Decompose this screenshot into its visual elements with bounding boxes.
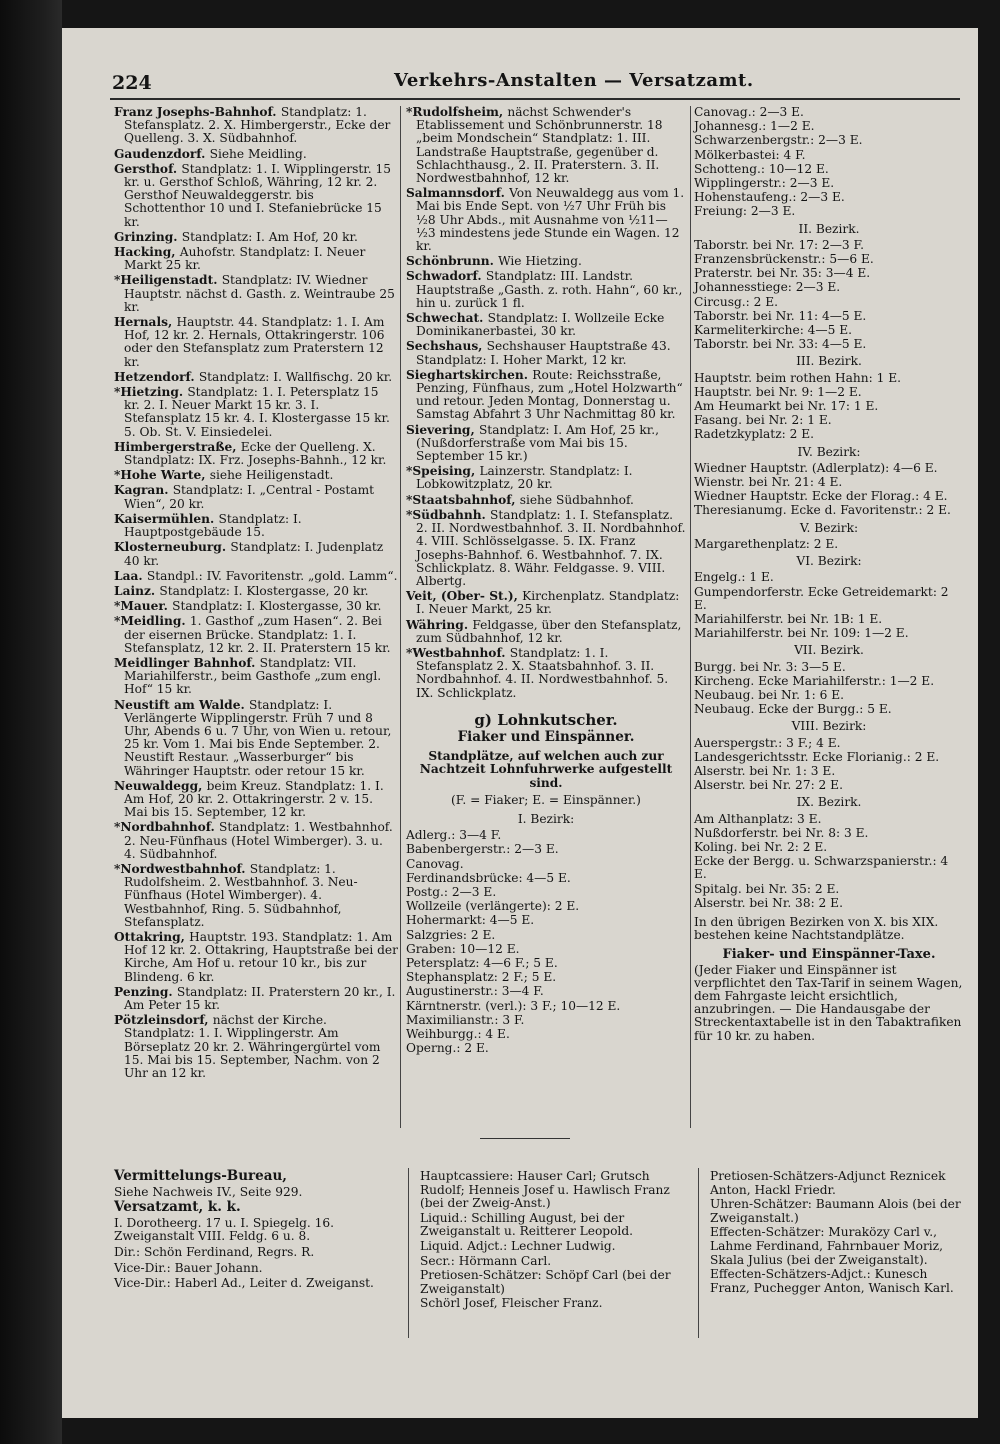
directory-entry: [114, 931, 398, 984]
district-heading: II. Bezirk.: [798, 221, 860, 236]
stand-item: Stephansplatz: 2 F.; 5 E.: [406, 970, 557, 985]
entry-text: Standplatz: I. Hauptpostgebäude 15.: [124, 511, 302, 540]
entry-keyword: Salmannsdorf.: [406, 186, 510, 201]
entry-keyword: Gersthof.: [114, 161, 182, 176]
entry-keyword: *Speising,: [406, 464, 480, 479]
directory-entry: [114, 106, 398, 146]
entry-text: Standplatz: I. „Central - Postamt Wien“, 20 kr.: [124, 483, 375, 511]
page-number: 224: [112, 72, 152, 94]
entry-keyword: Pötzleinsdorf,: [114, 1013, 213, 1028]
district-heading: IX. Bezirk.: [796, 795, 862, 810]
entry-keyword: Grinzing.: [114, 229, 182, 244]
staff-line: Secr.: Hörmann Carl.: [420, 1253, 552, 1268]
directory-entry: [114, 657, 398, 697]
entry-text: 1. Gasthof „zum Hasen“. 2. Bei der eisernen Brücke. Standplatz: 1. I. Stefansplatz, 12 kr. 2. II. Praterstern 15 kr.: [124, 614, 391, 655]
legend: (F. = Fiaker; E. = Einspänner.): [451, 792, 641, 807]
entry-text: Standplatz: VII. Mariahilferstr., beim Gasthofe „zum engl. Hof“ 15 kr.: [124, 655, 382, 697]
tariff-title: Fiaker- und Einspänner-Taxe.: [722, 947, 936, 963]
column-1: [114, 106, 398, 1082]
directory-entry: [114, 1014, 398, 1080]
entry-keyword: Schönbrunn.: [406, 254, 499, 269]
entry-keyword: Lainz.: [114, 583, 160, 598]
directory-entry: [406, 424, 686, 464]
subtitle-fiaker: Fiaker und Einspänner.: [457, 728, 635, 745]
district-heading: III. Bezirk.: [796, 354, 862, 369]
staff-line: Effecten-Schätzers-Adjct.: Kunesch Franz, Puchegger Anton, Wanisch Karl.: [710, 1267, 954, 1295]
entry-keyword: *Hietzing.: [114, 385, 188, 400]
entry-text: Standplatz: 1. Rudolfsheim. 2. Westbahnhof. 3. Neu-Fünfhaus (Hotel Wimberger). 4. Westbahnhof, Ring. 5. Südbahnhof, Stefansplatz.: [124, 861, 358, 929]
stand-item: Burgg. bei Nr. 3: 3—5 E.: [694, 659, 846, 674]
district-heading: VI. Bezirk:: [796, 554, 862, 569]
directory-entry: [406, 647, 686, 700]
entry-keyword: *Heiligenstadt.: [114, 273, 222, 288]
directory-entry: [406, 312, 686, 338]
entry-keyword: Neustift am Walde.: [114, 697, 249, 712]
entry-text: Von Neuwaldegg aus vom 1. Mai bis Ende Sept. von ½7 Uhr Früh bis ½8 Uhr Abds., mit Ausnahme von ½11—½3 mindestens jede Stunde ein Wagen. 12 kr.: [416, 186, 685, 254]
entry-keyword: *Staatsbahnhof,: [406, 492, 520, 507]
night-stands-title: Standplätze, auf welchen auch zur Nachtzeit Lohnfuhrwerke aufgestellt sind.: [419, 749, 673, 790]
stand-item: Koling. bei Nr. 2: 2 E.: [694, 839, 828, 854]
stand-item: Maximilianstr.: 3 F.: [406, 1012, 525, 1027]
stand-item: Schwarzenbergstr.: 2—3 E.: [694, 133, 863, 148]
entry-text: beim Kreuz. Standplatz: 1. I. Am Hof, 20 kr. 2. Ottakringerstr. 2 v. 15. Mai bis 15. September, 12 kr.: [124, 778, 384, 820]
staff-line: Liquid. Adjct.: Lechner Ludwig.: [420, 1238, 616, 1253]
directory-entry: [114, 780, 398, 820]
directory-entry: [114, 386, 398, 439]
entry-text: Standplatz: I. Wollzeile Ecke Dominikanerbastei, 30 kr.: [416, 311, 665, 339]
stand-item: Am Althanplatz: 3 E.: [694, 811, 822, 826]
stand-item: Kircheng. Ecke Mariahilferstr.: 1—2 E.: [694, 673, 935, 688]
entry-text: Route: Reichsstraße, Penzing, Fünfhaus, zum „Hotel Holzwarth“ und retour. Jeden Montag, Donnerstag u. Samstag Abfahrt 3 Uhr Nachmittag 80 kr.: [416, 367, 683, 422]
stand-item: Schotteng.: 10—12 E.: [694, 161, 829, 176]
entry-keyword: *Meidling.: [114, 614, 190, 629]
directory-entry: [114, 570, 398, 583]
directory-entry: [114, 821, 398, 861]
bottom-divider-2: [698, 1168, 699, 1338]
stand-item: Canovag.: 2—3 E.: [694, 105, 804, 119]
directory-entry: [114, 541, 398, 567]
section-title-lohnkutscher: g) Lohnkutscher.: [474, 710, 618, 729]
stand-item: Spitalg. bei Nr. 35: 2 E.: [694, 881, 840, 896]
entry-keyword: *Rudolfsheim,: [406, 105, 508, 119]
stand-item: Canovag.: [406, 856, 464, 871]
column-divider-1: [400, 106, 401, 1128]
staff-line: Pretiosen-Schätzers-Adjunct Reznicek Anton, Hackl Friedr.: [710, 1169, 946, 1197]
entry-text: Standplatz: I. Verlängerte Wipplingerstr. Früh 7 und 8 Uhr, Abends 6 u. 7 Uhr, von Wien u. retour, 25 kr. Vom 1. Mai bis Ende September. 2. Neustift Restaur. „Wasserburger“ bis Währinger Hauptstr. oder retour 15 kr.: [124, 697, 392, 778]
entry-keyword: Veit, (Ober- St.),: [406, 589, 523, 604]
entry-text: Standplatz: II. Praterstern 20 kr., I. Am Peter 15 kr.: [124, 984, 396, 1012]
stand-item: Circusg.: 2 E.: [694, 294, 779, 309]
entry-text: Standplatz: 1. I. Stefansplatz. 2. II. Nordwestbahnhof. 3. II. Nordbahnhof. 4. VIII. Schlösselgasse. 5. IX. Franz Josephs-Bahnhof. 6. Westbahnhof. 7. IX. Schlickplatz. 8. Währ. Feldgasse. 9. VIII. Albertg.: [416, 507, 686, 588]
tariff-text: (Jeder Fiaker und Einspänner ist verpflichtet den Tax-Tarif in seinem Wagen, dem Fahrgaste leicht ersichtlich, anzubringen. — Die Handausgabe der Streckentaxtabelle ist in den Tabaktrafiken für 10 kr. zu haben.: [694, 962, 963, 1043]
column-divider-2: [690, 106, 691, 1128]
stand-item: Johannesg.: 1—2 E.: [694, 119, 815, 134]
directory-entry: [114, 469, 398, 482]
entry-text: Standplatz: I. Am Hof, 20 kr.: [181, 229, 358, 244]
column-2: [406, 106, 686, 1056]
stand-item: Wiedner Hauptstr. (Adlerplatz): 4—6 E.: [694, 460, 938, 475]
stand-item: Engelg.: 1 E.: [694, 570, 774, 585]
district-heading: VII. Bezirk.: [794, 643, 864, 658]
entry-text: Hauptstr. 193. Standplatz: 1. Am Hof 12 kr. 2. Ottakring, Hauptstraße bei der Kirche, Am Hof u. retour 10 kr., bis zur Blindeng. 6 kr.: [124, 929, 398, 984]
entry-keyword: *Südbahnh.: [406, 507, 491, 522]
entry-keyword: *Nordbahnhof.: [114, 820, 220, 835]
stand-item: Alserstr. bei Nr. 1: 3 E.: [694, 763, 836, 778]
stand-item: Babenbergerstr.: 2—3 E.: [406, 842, 559, 857]
page-header: [62, 28, 978, 94]
entry-keyword: *Westbahnhof.: [406, 645, 510, 660]
directory-entry: [114, 600, 398, 613]
staff-line: Effecten-Schätzer: Muraközy Carl v., Lahme Ferdinand, Fahrnbauer Moriz, Skala Julius (bei der Zweiganstalt).: [710, 1225, 943, 1267]
stand-item: Taborstr. bei Nr. 17: 2—3 F.: [694, 237, 864, 252]
directory-entry: [114, 699, 398, 778]
bottom-divider-1: [408, 1168, 409, 1338]
entry-keyword: Kaisermühlen.: [114, 511, 219, 526]
district-lists: [694, 223, 964, 910]
entry-keyword: Schwadorf.: [406, 269, 486, 284]
entry-text: Standplatz: I. Judenplatz 40 kr.: [124, 540, 384, 568]
stand-item: Mariahilferstr. bei Nr. 1B: 1 E.: [694, 611, 883, 626]
directory-entry: [406, 494, 686, 507]
entry-text: Hauptstr. 44. Standplatz: 1. I. Am Hof, 12 kr. 2. Hernals, Ottakringerstr. 106 oder den Stefansplatz zum Praterstern 12 kr.: [124, 315, 385, 369]
entry-text: Standplatz: 1. Westbahnhof. 2. Neu-Fünfhaus (Hotel Wimberger). 3. u. 4. Südbahnhof.: [124, 820, 393, 861]
stand-item: Gumpendorferstr. Ecke Getreidemarkt: 2 E.: [694, 584, 949, 612]
entry-keyword: Sieghartskirchen.: [406, 367, 533, 382]
directory-entry: [406, 509, 686, 588]
entry-keyword: Kagran.: [114, 483, 173, 498]
directory-entry: [406, 369, 686, 422]
entry-text: Ecke der Quelleng. X. Standplatz: IX. Frz. Josephs-Bahnh., 12 kr.: [124, 439, 387, 468]
stand-item: Taborstr. bei Nr. 33: 4—5 E.: [694, 337, 867, 352]
stand-item: Theresianumg. Ecke d. Favoritenstr.: 2 E.: [694, 503, 951, 518]
stand-item: Ferdinandsbrücke: 4—5 E.: [406, 870, 571, 885]
stand-item: Postg.: 2—3 E.: [406, 884, 497, 899]
stand-item: Graben: 10—12 E.: [406, 941, 520, 956]
entry-text: Standpl.: IV. Favoritenstr. „gold. Lamm“.: [146, 568, 398, 583]
entry-text: Standplatz: 1. I. Stefansplatz 2. X. Staatsbahnhof. 3. II. Nordbahnhof. 4. II. Nordwestbahnhof. 5. IX. Schlickplatz.: [416, 645, 669, 700]
stand-item: Hauptstr. bei Nr. 9: 1—2 E.: [694, 384, 862, 399]
stand-item: Wipplingerstr.: 2—3 E.: [694, 176, 835, 191]
directory-entry: [114, 148, 398, 161]
entry-keyword: *Nordwestbahnhof.: [114, 861, 250, 876]
directory-entry: [114, 863, 398, 929]
office-line: Siehe Nachweis IV., Seite 929.: [114, 1184, 303, 1199]
stand-item: Operng.: 2 E.: [406, 1041, 489, 1056]
entry-keyword: Sechshaus,: [406, 339, 487, 354]
office-line: Vice-Dir.: Bauer Johann.: [114, 1260, 263, 1275]
directory-entry: [114, 274, 398, 314]
directory-entry: [114, 371, 398, 384]
district-heading: IV. Bezirk:: [797, 444, 861, 459]
column-3: [694, 106, 964, 1049]
stand-item: Alserstr. bei Nr. 38: 2 E.: [694, 895, 843, 910]
column-2-entries: [406, 106, 686, 700]
stand-item: Praterstr. bei Nr. 35: 3—4 E.: [694, 266, 871, 281]
entry-text: Standplatz: I. Wallfischg. 20 kr.: [198, 369, 393, 384]
entry-keyword: Meidlinger Bahnhof.: [114, 655, 260, 670]
directory-entry: [406, 270, 686, 310]
entry-keyword: Laa.: [114, 568, 147, 583]
district-heading: VIII. Bezirk:: [791, 719, 867, 734]
stand-item: Nußdorferstr. bei Nr. 8: 3 E.: [694, 825, 869, 840]
entry-keyword: Hacking,: [114, 245, 180, 260]
directory-entry: [406, 619, 686, 645]
entry-keyword: Franz Josephs-Bahnhof.: [114, 105, 281, 119]
stand-item: Augustinerstr.: 3—4 F.: [406, 984, 544, 999]
entry-text: Auhofstr. Standplatz: I. Neuer Markt 25 kr.: [124, 245, 366, 273]
directory-entry: [114, 484, 398, 510]
directory-entry: [114, 441, 398, 467]
directory-entry: [114, 316, 398, 369]
stand-item: Mariahilferstr. bei Nr. 109: 1—2 E.: [694, 626, 909, 641]
office-line: I. Dorotheerg. 17 u. I. Spiegelg. 16. Zweiganstalt VIII. Feldg. 6 u. 8.: [114, 1215, 335, 1244]
district-1-list: [406, 829, 686, 1055]
stand-item: Hauptstr. beim rothen Hahn: 1 E.: [694, 370, 901, 385]
entry-keyword: *Hohe Warte,: [114, 468, 210, 483]
header-rule: [110, 98, 960, 100]
entry-text: Standplatz: III. Landstr. Hauptstraße „Gasth. z. roth. Hahn“, 60 kr., hin u. zurück 1 fl.: [416, 269, 683, 310]
stand-item: Wienstr. bei Nr. 21: 4 E.: [694, 475, 843, 490]
office-line: Vice-Dir.: Haberl Ad., Leiter d. Zweiganst.: [114, 1276, 374, 1291]
stand-item: Petersplatz: 4—6 F.; 5 E.: [406, 955, 558, 970]
stand-item: Adlerg.: 3—4 F.: [406, 828, 502, 843]
directory-entry: [406, 340, 686, 366]
district-heading: V. Bezirk:: [799, 520, 859, 535]
staff-line: Schörl Josef, Fleischer Franz.: [420, 1296, 603, 1311]
directory-entry: [114, 615, 398, 655]
running-title: Verkehrs-Anstalten — Versatzamt.: [394, 70, 754, 91]
entry-keyword: Sievering,: [406, 422, 479, 437]
stand-item: Neubaug. bei Nr. 1: 6 E.: [694, 687, 845, 702]
entry-text: Wie Hietzing.: [498, 254, 582, 269]
entry-text: siehe Südbahnhof.: [519, 492, 634, 507]
stand-item: Wiedner Hauptstr. Ecke der Florag.: 4 E.: [694, 489, 948, 504]
stand-item: Freiung: 2—3 E.: [694, 204, 796, 219]
office-heading: Versatzamt, k. k.: [114, 1199, 241, 1216]
staff-line: Liquid.: Schilling August, bei der Zweiganstalt u. Reitterer Leopold.: [420, 1210, 634, 1239]
entry-text: Standplatz: 1. I. Wipplingerstr. 15 kr. u. Gersthof Schloß, Währing, 12 kr. 2. Gersthof Neuwaldeggerstr. bis Schottenthor 10 und I. Stefaniebrücke 15 kr.: [124, 161, 392, 229]
entry-text: Standplatz: IV. Wiedner Hauptstr. nächst d. Gasth. z. Weintraube 25 kr.: [124, 273, 395, 314]
directory-entry: [406, 590, 686, 616]
stand-item: Fasang. bei Nr. 2: 1 E.: [694, 413, 832, 428]
stand-item: Neubaug. Ecke der Burgg.: 5 E.: [694, 702, 892, 717]
stand-item: Weihburgg.: 4 E.: [406, 1027, 510, 1041]
directory-entry: [406, 465, 686, 491]
district-1-continued: [694, 106, 964, 219]
office-line: Dir.: Schön Ferdinand, Regrs. R.: [114, 1244, 315, 1259]
entry-keyword: Hetzendorf.: [114, 369, 199, 384]
bottom-left-block: [114, 1170, 398, 1293]
entry-text: nächst Schwender's Etablissement und Schönbrunnerstr. 18 „beim Mondschein“ Standplatz: 1. III. Landstraße Hauptstraße, gegenüber d. Schlachthausg., 2. II. Praterstern. 3. II. Nordwestbahnhof, 12 kr.: [416, 105, 663, 186]
directory-entry: [406, 187, 686, 253]
directory-entry: [114, 163, 398, 229]
entry-text: Standplatz: I. Am Hof, 25 kr., (Nußdorferstraße vom Mai bis 15. September 15 kr.): [416, 422, 659, 464]
stand-item: Johannesstiege: 2—3 E.: [694, 280, 841, 295]
entry-keyword: Gaudenzdorf.: [114, 146, 210, 161]
bottom-right-block: [710, 1170, 970, 1296]
remaining-districts-note: In den übrigen Bezirken von X. bis XIX. bestehen keine Nachtstandplätze.: [694, 914, 939, 943]
stand-item: Hohermarkt: 4—5 E.: [406, 913, 535, 928]
entry-text: Lainzerstr. Standplatz: I. Lobkowitzplatz, 20 kr.: [416, 464, 633, 492]
stand-item: Am Heumarkt bei Nr. 17: 1 E.: [694, 399, 879, 414]
staff-line: Pretiosen-Schätzer: Schöpf Carl (bei der Zweiganstalt): [420, 1268, 671, 1296]
office-heading: Vermittelungs-Bureau,: [114, 1168, 288, 1184]
entry-text: Standplatz: 1. Stefansplatz. 2. X. Himbergerstr., Ecke der Quelleng. 3. X. Südbahnhof.: [124, 105, 391, 146]
stand-item: Ecke der Bergg. u. Schwarzspanierstr.: 4 E.: [694, 854, 949, 882]
stand-item: Franzensbrückenstr.: 5—6 E.: [694, 252, 874, 267]
bottom-middle-block: [420, 1170, 690, 1312]
stand-item: Auerspergstr.: 3 F.; 4 E.: [694, 735, 841, 750]
entry-text: Siehe Meidling.: [209, 146, 307, 161]
entry-keyword: Hernals,: [114, 315, 177, 330]
scan-edge: [0, 0, 62, 1444]
directory-entry: [114, 231, 398, 244]
stand-item: Landesgerichtsstr. Ecke Florianig.: 2 E.: [694, 749, 940, 764]
entry-keyword: Himbergerstraße,: [114, 439, 241, 454]
entry-text: siehe Heiligenstadt.: [209, 468, 334, 483]
stand-item: Wollzeile (verlängerte): 2 E.: [406, 899, 580, 914]
stand-item: Karmeliterkirche: 4—5 E.: [694, 323, 853, 338]
entry-keyword: Klosterneuburg.: [114, 540, 231, 555]
directory-entry: [114, 246, 398, 272]
directory-entry: [406, 255, 686, 268]
directory-entry: [114, 986, 398, 1012]
directory-entry: [114, 585, 398, 598]
entry-text: Standplatz: 1. I. Petersplatz 15 kr. 2. I. Neuer Markt 15 kr. 3. I. Stefansplatz 15 kr. 4. I. Klostergasse 15 kr. 5. Ob. St. V. Einsiedelei.: [124, 385, 390, 439]
directory-entry: [406, 106, 686, 185]
entry-keyword: Penzing.: [114, 984, 177, 999]
entry-text: Standplatz: I. Klostergasse, 20 kr.: [159, 583, 369, 598]
directory-entry: [114, 513, 398, 539]
entry-text: Kirchenplatz. Standplatz: I. Neuer Markt, 25 kr.: [416, 589, 680, 617]
stand-item: Taborstr. bei Nr. 11: 4—5 E.: [694, 308, 867, 323]
stand-item: Radetzkyplatz: 2 E.: [694, 427, 814, 442]
stand-item: Margarethenplatz: 2 E.: [694, 536, 839, 551]
entry-text: Sechshauser Hauptstraße 43. Standplatz: I. Hoher Markt, 12 kr.: [416, 339, 671, 367]
stand-item: Mölkerbastei: 4 F.: [694, 147, 806, 162]
staff-line: Hauptcassiere: Hauser Carl; Grutsch Rudolf; Henneis Josef u. Hawlisch Franz (bei der Zweig-Anst.): [420, 1169, 670, 1211]
entry-keyword: *Mauer.: [114, 599, 173, 614]
stand-item: Alserstr. bei Nr. 27: 2 E.: [694, 778, 843, 793]
district-heading: I. Bezirk:: [517, 811, 575, 826]
entry-keyword: Schwechat.: [406, 311, 488, 326]
stand-item: Salzgries: 2 E.: [406, 927, 496, 942]
entry-text: Feldgasse, über den Stefansplatz, zum Südbahnhof, 12 kr.: [416, 617, 682, 645]
stand-item: Hohenstaufeng.: 2—3 E.: [694, 190, 845, 205]
section-separator: [480, 1138, 570, 1139]
entry-keyword: Währing.: [406, 617, 473, 632]
document-page: [62, 28, 978, 1418]
entry-keyword: Neuwaldegg,: [114, 778, 207, 793]
staff-line: Uhren-Schätzer: Baumann Alois (bei der Zweiganstalt.): [710, 1197, 961, 1225]
entry-text: nächst der Kirche. Standplatz: 1. I. Wipplingerstr. Am Börseplatz 20 kr. 2. Währingergürtel vom 15. Mai bis 15. September, Nachm. von 2 Uhr an 12 kr.: [124, 1013, 381, 1081]
entry-text: Standplatz: I. Klostergasse, 30 kr.: [172, 599, 382, 614]
stand-item: Kärntnerstr. (verl.): 3 F.; 10—12 E.: [406, 998, 621, 1013]
entry-keyword: Ottakring,: [114, 929, 190, 944]
